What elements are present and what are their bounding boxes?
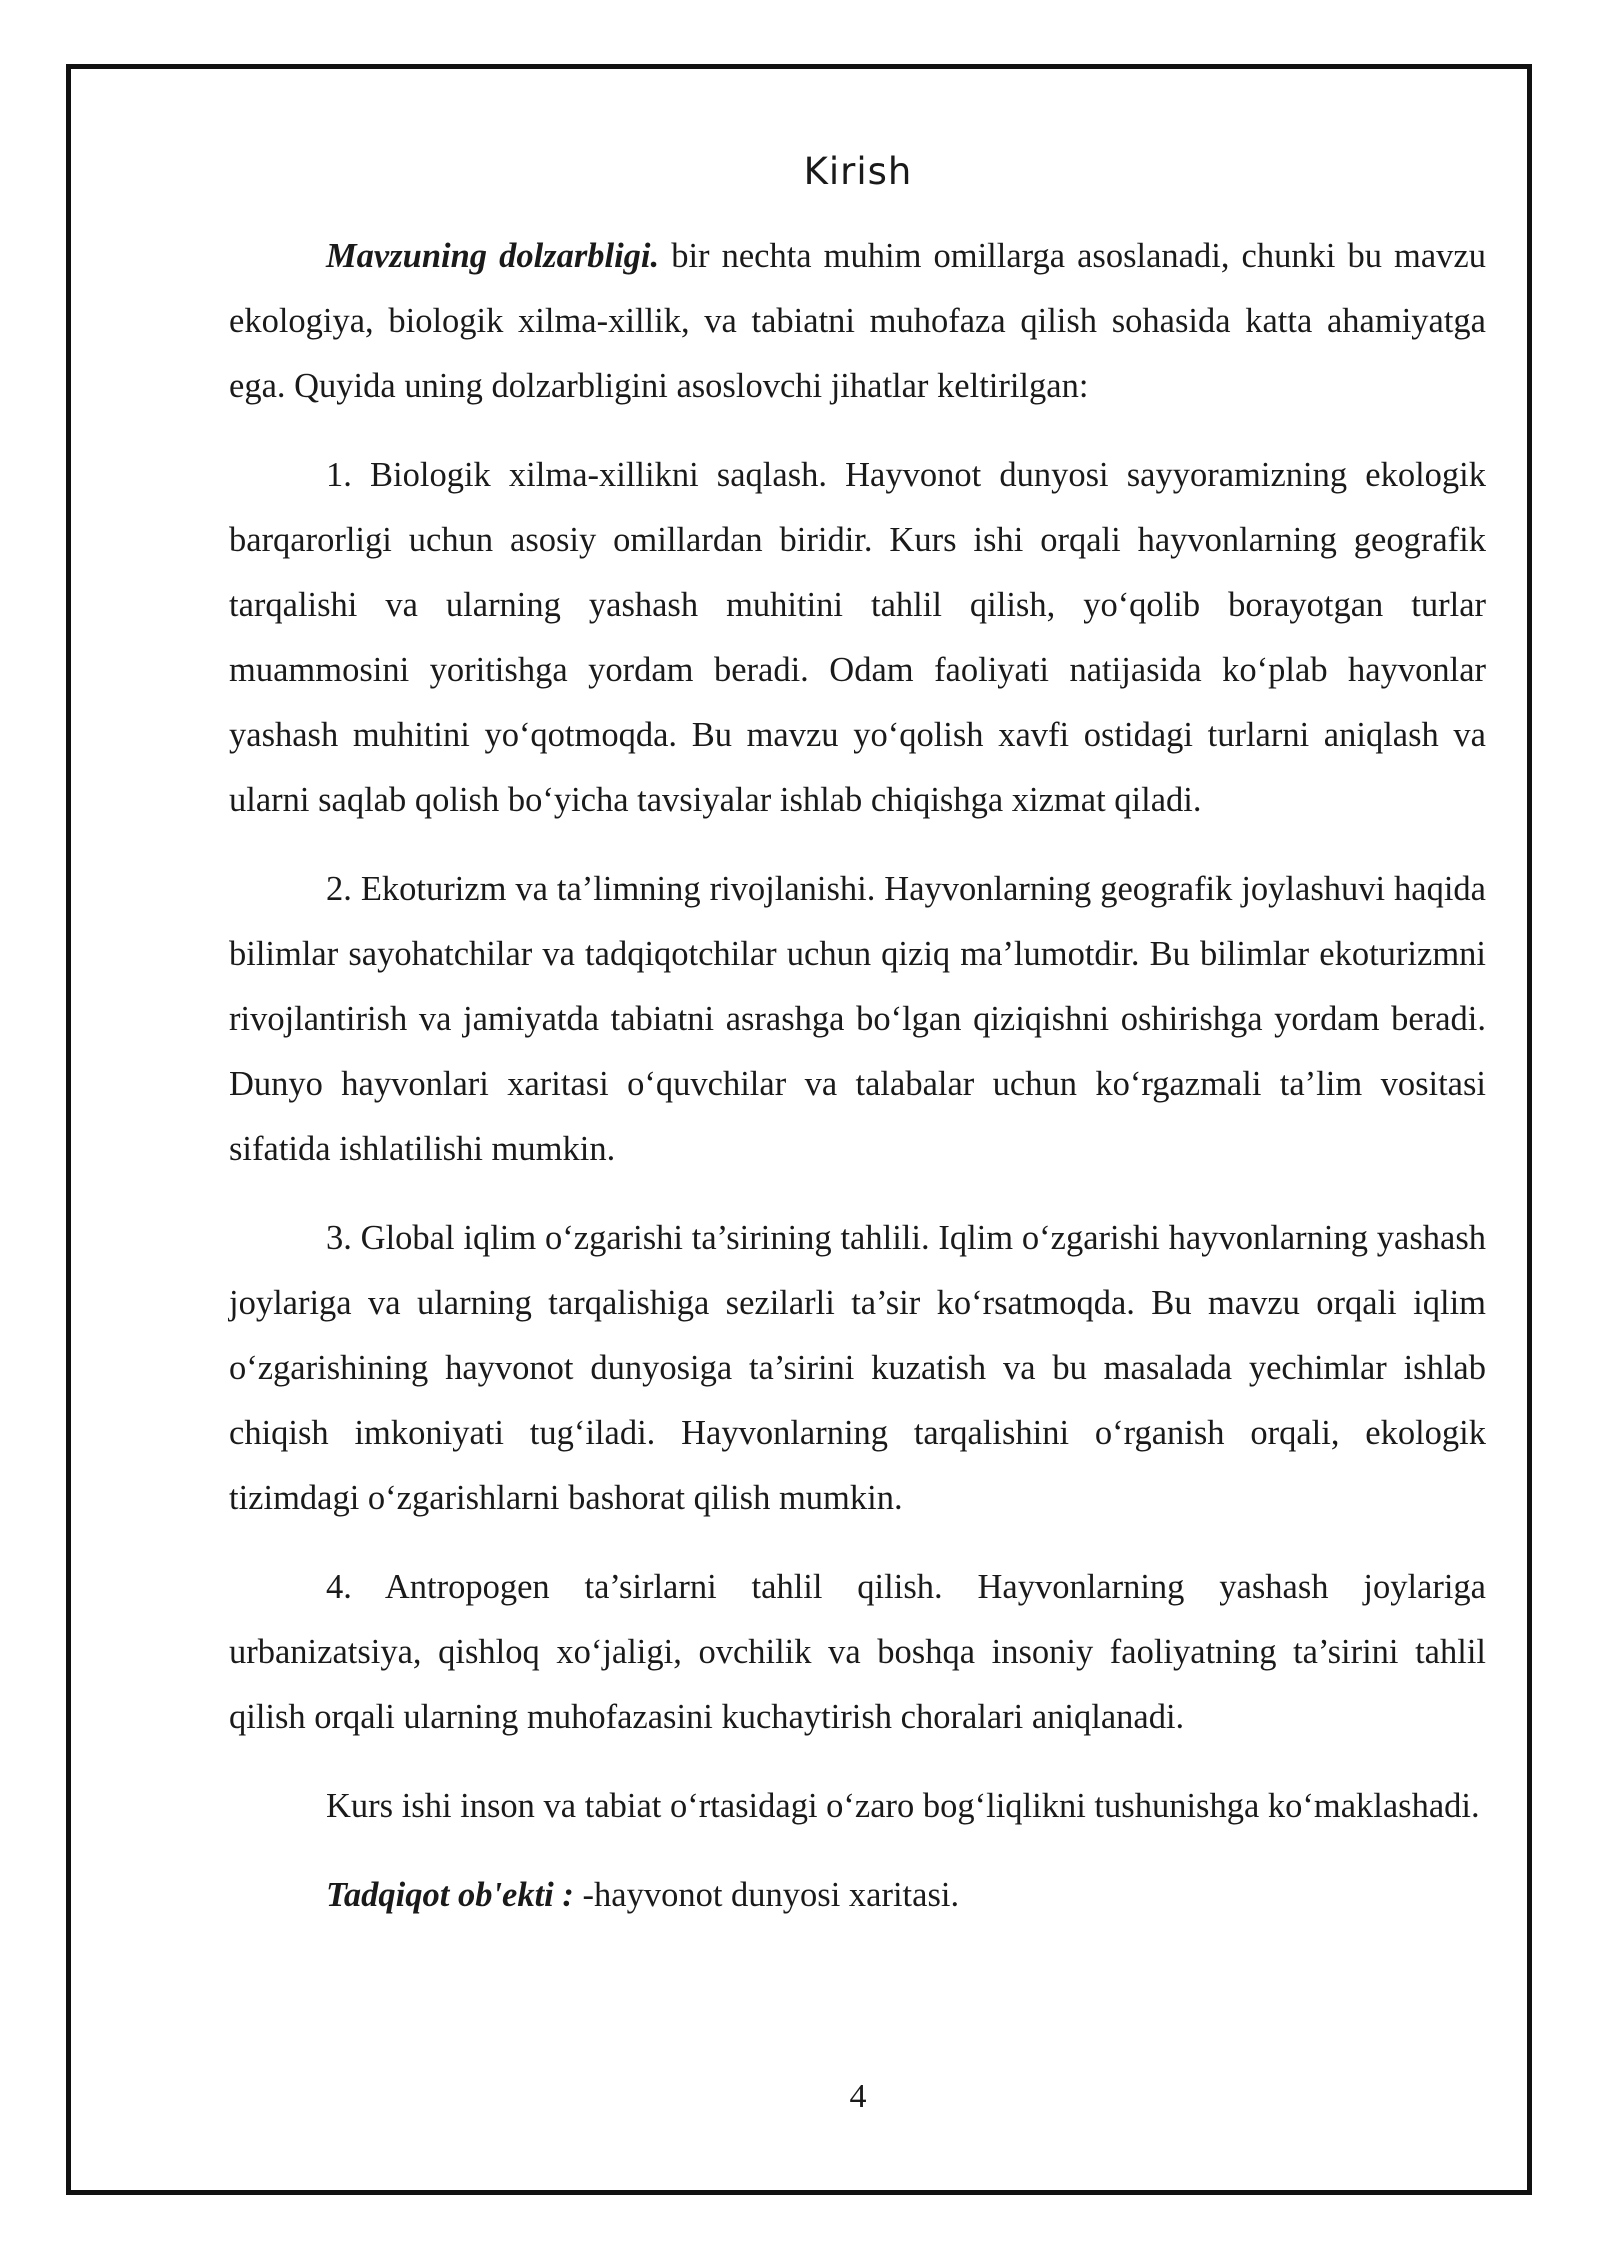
research-object-text: -hayvonot dunyosi xaritasi. (573, 1876, 960, 1914)
research-object-paragraph (229, 1863, 1486, 1928)
page-title: Kirish (803, 150, 913, 193)
intro-paragraph (229, 224, 1486, 419)
intro-lead-b: dolzarbligi. (499, 237, 660, 275)
paragraph-2: 2. Ekoturizm va ta’limning rivojlanishi. Hayvonlarning geografik joylashuvi haqida bilimlar sayohatchilar va tadqiqotchilar uchun qiziq ma’lumotdir. Bu bilimlar ekoturizmni rivojlantirish va jamiyatda tabiatni asrashga bo‘lgan qiziqishni oshirishga yordam beradi. Dunyo hayvonlari xaritasi o‘quvchilar va talabalar uchun ko‘rgazmali ta’lim vositasi sifatida ishlatilishi mumkin. (229, 870, 1486, 1168)
document-body (229, 224, 1486, 1952)
page-number: 4 (849, 2078, 867, 2115)
paragraph-4: 4. Antropogen ta’sirlarni tahlil qilish. Hayvonlarning yashash joylariga urbanizatsiya, qishloq xo‘jaligi, ovchilik va boshqa insoniy faoliyatning ta’sirini tahlil qilish orqali ularning muhofazasini kuchaytirish choralari aniqlanadi. (229, 1568, 1486, 1736)
intro-text: bir nechta muhim omillarga asoslanadi, chunki bu mavzu ekologiya, biologik xilma-xillik, va tabiatni muhofaza qilish sohasida katta ahamiyatga ega. Quyida uning dolzarbligini asoslovchi jihatlar keltirilgan: (229, 237, 1486, 405)
paragraph-5: Kurs ishi inson va tabiat o‘rtasidagi o‘zaro bog‘liqlikni tushunishga ko‘maklashadi. (326, 1787, 1480, 1825)
research-object-label: Tadqiqot ob'ekti : (326, 1876, 574, 1914)
paragraph-1: 1. Biologik xilma-xillikni saqlash. Hayvonot dunyosi sayyoramizning ekologik barqarorligi uchun asosiy omillardan biridir. Kurs ishi orqali hayvonlarning geografik tarqalishi va ularning yashash muhitini tahlil qilish, yo‘qolib borayotgan turlar muammosini yoritishga yordam beradi. Odam faoliyati natijasida ko‘plab hayvonlar yashash muhitini yo‘qotmoqda. Bu mavzu yo‘qolish xavfi ostidagi turlarni aniqlash va ularni saqlab qolish bo‘yicha tavsiyalar ishlab chiqishga xizmat qiladi. (229, 456, 1486, 819)
paragraph-3: 3. Global iqlim o‘zgarishi ta’sirining tahlili. Iqlim o‘zgarishi hayvonlarning yashash joylariga va ularning tarqalishiga sezilarli ta’sir ko‘rsatmoqda. Bu mavzu orqali iqlim o‘zgarishining hayvonot dunyosiga ta’sirini kuzatish va bu masalada yechimlar ishlab chiqish imkoniyati tug‘iladi. Hayvonlarning tarqalishini o‘rganish orqali, ekologik tizimdagi o‘zgarishlarni bashorat qilish mumkin. (229, 1219, 1486, 1517)
intro-lead-a: Mavzuning (326, 237, 488, 275)
